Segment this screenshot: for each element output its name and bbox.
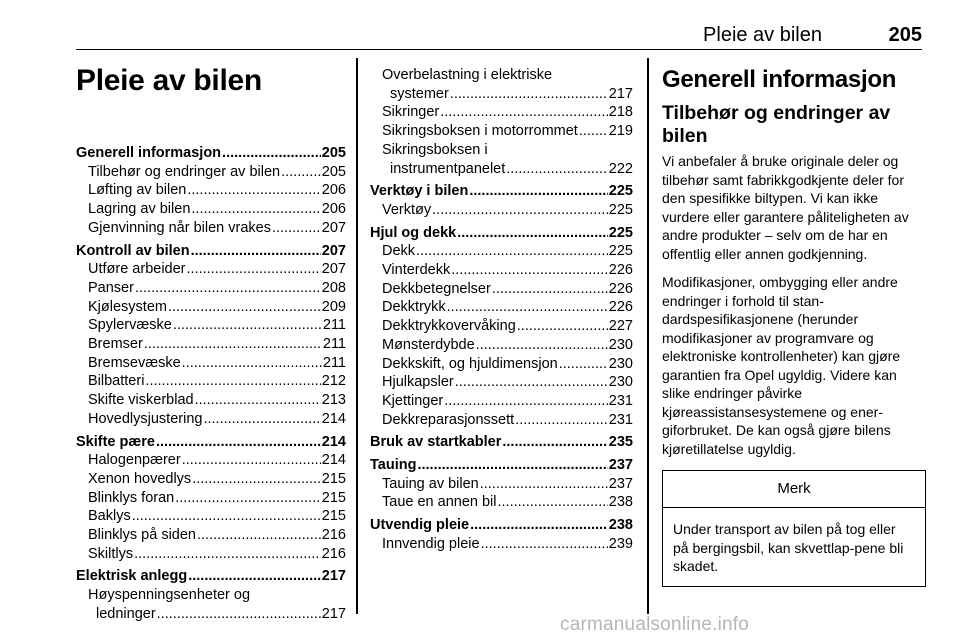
toc-entry-link[interactable] (370, 336, 633, 355)
toc-page-number: 225 (608, 243, 633, 260)
toc-page-number: 211 (322, 317, 346, 334)
note-title: Merk (663, 471, 925, 508)
toc-label: ledninger (96, 605, 156, 622)
toc-leader-dots (156, 433, 321, 452)
page-number: 205 (888, 24, 922, 46)
toc-section-link[interactable] (76, 433, 346, 452)
toc-page-number: 206 (321, 201, 346, 218)
toc-leader-dots (272, 219, 321, 238)
toc-label: Dekktrykk (382, 299, 446, 316)
toc-leader-dots (498, 493, 608, 512)
toc-page-number: 216 (321, 545, 346, 562)
toc-leader-dots (476, 336, 608, 355)
toc-leader-dots (517, 317, 608, 336)
toc-entry-link[interactable] (76, 470, 346, 489)
toc-leader-dots (457, 224, 608, 243)
toc-entry-link[interactable] (370, 373, 633, 392)
toc-entry-link[interactable] (370, 475, 633, 494)
toc-label: Dekktrykkovervåking (382, 318, 516, 335)
toc-page-number: 208 (321, 279, 346, 296)
toc-leader-dots (182, 354, 322, 373)
section-heading: Generell informasjon (662, 66, 897, 93)
toc-entry-link[interactable] (370, 355, 633, 374)
toc-page-number: 211 (322, 336, 346, 353)
toc-entry-link[interactable] (370, 141, 633, 160)
toc-entry-link[interactable] (76, 279, 346, 298)
toc-label: Skiltlys (88, 545, 134, 562)
toc-section-link[interactable] (76, 144, 346, 163)
toc-leader-dots (515, 411, 608, 430)
toc-page-number: 214 (321, 433, 346, 450)
toc-entry-link[interactable] (370, 317, 633, 336)
toc-leader-dots (451, 261, 608, 280)
toc-section-link[interactable] (370, 224, 633, 243)
toc-section-link[interactable] (370, 516, 633, 535)
toc-leader-dots (203, 410, 320, 429)
toc-page-number: 213 (321, 392, 346, 409)
toc-entry-link[interactable] (76, 163, 346, 182)
toc-leader-dots (195, 391, 321, 410)
toc-leader-dots (134, 545, 321, 564)
toc-page-number: 231 (608, 411, 633, 428)
toc-leader-dots (145, 372, 320, 391)
toc-label: Xenon hovedlys (88, 470, 192, 487)
toc-page-number: 216 (321, 527, 346, 544)
toc-page-number: 230 (608, 336, 633, 353)
toc-label: Utføre arbeider (88, 261, 186, 278)
toc-entry-link[interactable] (76, 507, 346, 526)
toc-label: Vinterdekk (382, 262, 451, 279)
toc-label: Sikringer (382, 104, 440, 121)
toc-label: Verktøy i bilen (370, 183, 469, 200)
toc-page-number: 225 (608, 201, 633, 218)
toc-label: Hovedlysjustering (88, 410, 203, 427)
toc-page-number: 225 (608, 183, 633, 200)
toc-leader-dots (168, 298, 321, 317)
toc-page-number: 219 (608, 123, 633, 140)
toc-leader-dots (281, 163, 321, 182)
toc-entry-link[interactable] (76, 200, 346, 219)
toc-page-number: 239 (608, 535, 633, 552)
body-paragraph: Vi anbefaler å bruke originale deler og tilbehør samt fabrikkgodkjente deler for den spesifikke biltypen. Vi kan ikke vurdere eller garantere påliteligheten av andre produkter – selv om de har en offentlig eller annen godkjenning. (662, 153, 909, 262)
toc-leader-dots (192, 470, 321, 489)
toc-entry-link[interactable] (370, 298, 633, 317)
toc-label: Gjenvinning når bilen vrakes (88, 219, 271, 236)
toc-page-number: 235 (608, 434, 633, 451)
toc-label: Kjølesystem (88, 298, 167, 315)
toc-label: Innvendig pleie (382, 535, 480, 552)
toc-leader-dots (481, 535, 608, 554)
toc-entry-link[interactable] (76, 605, 346, 624)
toc-leader-dots (480, 475, 608, 494)
note-text: Under transport av bilen på tog eller på bergingsbil, kan skvettlap-pene bli skadet. (673, 521, 904, 574)
toc-leader-dots (506, 160, 608, 179)
toc-entry-link[interactable] (76, 181, 346, 200)
toc-label: Spylervæske (88, 317, 172, 334)
toc-leader-dots (432, 201, 608, 220)
toc-label: instrumentpanelet (390, 160, 506, 177)
toc-label: Baklys (88, 508, 131, 525)
toc-leader-dots (440, 103, 608, 122)
toc-leader-dots (470, 516, 608, 535)
toc-entry-link[interactable] (370, 85, 633, 104)
toc-leader-dots (502, 433, 607, 452)
toc-page-number: 237 (608, 475, 633, 492)
toc-label: Tilbehør og endringer av bilen (88, 163, 281, 180)
toc-page-number: 205 (321, 163, 346, 180)
toc-label: Utvendig pleie (370, 517, 470, 534)
toc-entry-link[interactable] (76, 489, 346, 508)
toc-label: Bremser (88, 336, 143, 353)
toc-label: Overbelastning i elektriske (382, 67, 553, 83)
toc-page-number: 238 (608, 494, 633, 511)
toc-entry-link[interactable] (76, 219, 346, 238)
toc-entry-link[interactable] (76, 391, 346, 410)
toc-page-number: 215 (321, 489, 346, 506)
toc-leader-dots (417, 456, 607, 475)
toc-label: Sikringsboksen i motorrommet (382, 123, 578, 140)
toc-label: Blinklys foran (88, 489, 175, 506)
toc-entry-link[interactable] (76, 335, 346, 354)
toc-entry-link[interactable] (370, 122, 633, 141)
toc-page-number: 215 (321, 470, 346, 487)
toc-section-link[interactable] (76, 242, 346, 261)
toc-label: Mønsterdybde (382, 336, 475, 353)
toc-entry-link[interactable] (370, 261, 633, 280)
toc-label: systemer (390, 85, 449, 102)
toc-label: Løfting av bilen (88, 182, 187, 199)
toc-leader-dots (416, 242, 608, 261)
toc-page-number: 231 (608, 392, 633, 409)
toc-leader-dots (191, 200, 320, 219)
toc-page-number: 214 (321, 452, 346, 469)
watermark: carmanualsonline.info (560, 614, 750, 635)
toc-section-link[interactable] (76, 567, 346, 586)
toc-entry-link[interactable] (76, 260, 346, 279)
toc-page-number: 230 (608, 355, 633, 372)
toc-label: Kjettinger (382, 392, 444, 409)
toc-leader-dots (187, 181, 320, 200)
toc-page-number: 206 (321, 182, 346, 199)
toc-page-number: 226 (608, 280, 633, 297)
toc-page-number: 237 (608, 457, 633, 474)
toc-page-number: 217 (321, 605, 346, 622)
toc-entry-link[interactable] (76, 410, 346, 429)
toc-leader-dots (469, 182, 607, 201)
toc-page-number: 215 (321, 508, 346, 525)
toc-label: Sikringsboksen i (382, 141, 488, 158)
toc-entry-link[interactable] (76, 526, 346, 545)
toc-leader-dots (492, 280, 608, 299)
toc-page-number: 225 (608, 224, 633, 241)
toc-page-number: 227 (608, 318, 633, 335)
toc-entry-link[interactable] (76, 586, 346, 605)
toc-page-number: 230 (608, 374, 633, 391)
toc-section-link[interactable] (370, 182, 633, 201)
toc-label: Tauing av bilen (382, 475, 479, 492)
toc-column-2 (370, 66, 633, 554)
toc-entry-link[interactable] (370, 535, 633, 554)
toc-page-number: 211 (322, 354, 346, 371)
toc-label: Høyspenningsenheter og (88, 587, 251, 604)
toc-page-number: 205 (321, 145, 346, 161)
toc-label: Bilbatteri (88, 373, 145, 390)
toc-entry-link[interactable] (370, 103, 633, 122)
toc-label: Dekkskift, og hjuldimensjon (382, 355, 558, 372)
toc-label: Lagring av bilen (88, 201, 191, 218)
toc-entry-link[interactable] (370, 411, 633, 430)
toc-label: Kontroll av bilen (76, 242, 190, 259)
running-header (76, 8, 922, 50)
toc-leader-dots (144, 335, 322, 354)
toc-leader-dots (444, 392, 608, 411)
toc-entry-link[interactable] (370, 160, 633, 179)
toc-entry-link[interactable] (370, 242, 633, 261)
toc-page-number: 217 (608, 85, 633, 102)
body-paragraph: Modifikasjoner, ombygging eller andre endringer i forhold til stan-dardspesifikasjonene (herunder modifikasjoner av programvare og elektroniske kontrollenheter) kan gjøre garantien fra Opel ugyldig. Videre kan slike endringer påvirke kjøreassistansesystemene og ener-giforbruket. De kan også gjøre bilens kjøretillatelse ugyldig. (662, 274, 901, 457)
toc-label: Skifte viskerblad (88, 392, 194, 409)
toc-page-number: 222 (608, 160, 633, 177)
page-heading: Pleie av bilen (76, 64, 262, 97)
toc-page-number: 238 (608, 517, 633, 534)
toc-leader-dots (135, 279, 321, 298)
toc-entry-link[interactable] (370, 392, 633, 411)
toc-label: Halogenpærer (88, 452, 181, 469)
toc-page-number: 207 (321, 219, 346, 236)
toc-page-number: 209 (321, 298, 346, 315)
toc-leader-dots (450, 85, 608, 104)
toc-label: Hjul og dekk (370, 224, 457, 241)
toc-entry-link[interactable] (76, 354, 346, 373)
toc-page-number: 212 (321, 373, 346, 390)
toc-label: Bruk av startkabler (370, 434, 502, 451)
toc-page-number: 207 (321, 261, 346, 278)
toc-label: Tauing (370, 457, 417, 474)
toc-leader-dots (197, 526, 321, 545)
subsection-heading: Tilbehør og endringer av bilen (662, 102, 891, 147)
toc-leader-dots (455, 373, 608, 392)
toc-label: Generell informasjon (76, 145, 222, 161)
toc-page-number: 218 (608, 104, 633, 121)
toc-label: Blinklys på siden (88, 527, 196, 544)
toc-page-number: 217 (321, 568, 346, 585)
toc-leader-dots (579, 122, 608, 141)
toc-label: Dekkreparasjonssett (382, 411, 515, 428)
toc-label: Hjulkapsler (382, 374, 454, 391)
toc-entry-link[interactable] (76, 372, 346, 391)
toc-leader-dots (132, 507, 321, 526)
toc-leader-dots (175, 489, 321, 508)
toc-leader-dots (222, 144, 321, 163)
toc-label: Panser (88, 279, 134, 296)
toc-leader-dots (182, 451, 321, 470)
toc-leader-dots (559, 355, 608, 374)
general-info-section (662, 66, 926, 587)
toc-label: Verktøy (382, 201, 432, 218)
toc-label: Skifte pære (76, 433, 155, 450)
column-divider-2 (647, 58, 649, 614)
toc-entry-link[interactable] (370, 493, 633, 512)
toc-leader-dots (447, 298, 608, 317)
toc-leader-dots (173, 316, 322, 335)
toc-label: Dekk (382, 243, 416, 260)
toc-page-number: 226 (608, 299, 633, 316)
toc-entry-link[interactable] (76, 316, 346, 335)
toc-entry-link[interactable] (76, 298, 346, 317)
toc-section-link[interactable] (370, 456, 633, 475)
toc-entry-link[interactable] (370, 66, 633, 85)
toc-leader-dots (191, 242, 321, 261)
toc-section-link[interactable] (370, 433, 633, 452)
toc-entry-link[interactable] (76, 451, 346, 470)
toc-entry-link[interactable] (370, 201, 633, 220)
column-divider-1 (356, 58, 358, 614)
running-title: Pleie av bilen (703, 24, 822, 46)
toc-label: Bremsevæske (88, 354, 181, 371)
toc-label: Dekkbetegnelser (382, 280, 491, 297)
toc-entry-link[interactable] (370, 280, 633, 299)
toc-page-number: 226 (608, 262, 633, 279)
toc-column-1 (76, 144, 346, 624)
toc-label: Elektrisk anlegg (76, 568, 188, 585)
toc-label: Taue en annen bil (382, 494, 497, 511)
toc-leader-dots (188, 567, 321, 586)
toc-leader-dots (157, 605, 321, 624)
toc-page-number: 207 (321, 242, 346, 259)
note-box (662, 470, 926, 587)
toc-page-number: 214 (321, 410, 346, 427)
toc-leader-dots (187, 260, 321, 279)
toc-entry-link[interactable] (76, 545, 346, 564)
